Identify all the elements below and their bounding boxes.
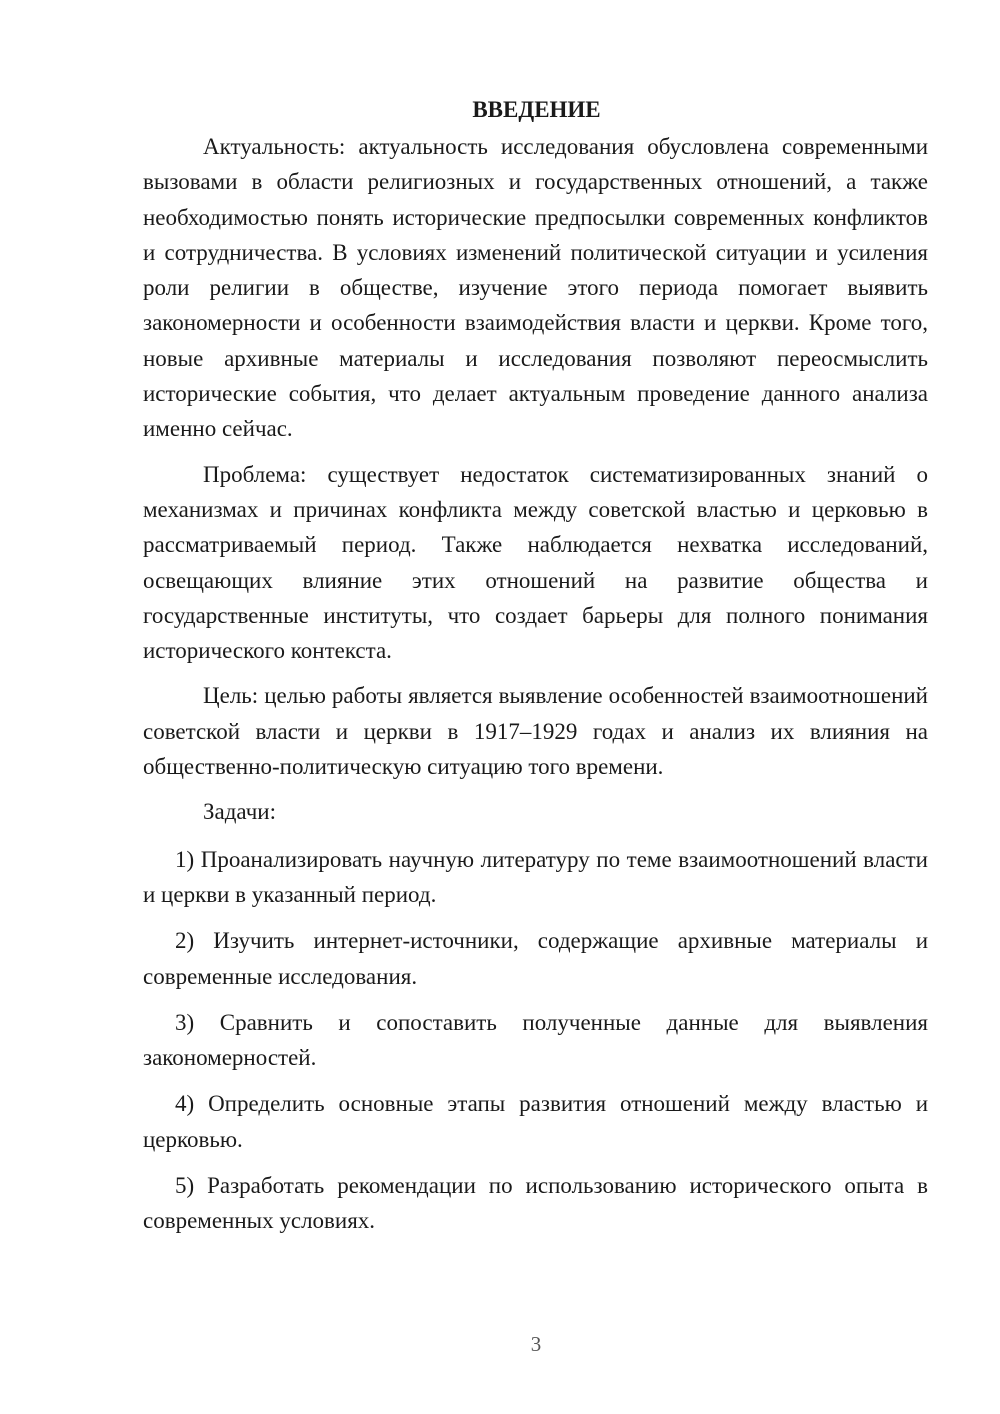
task-item-4: 4) Определить основные этапы развития отношений между властью и церковью. <box>143 1091 928 1152</box>
section-title: ВВЕДЕНИЕ <box>472 97 601 122</box>
paragraph-relevance: Актуальность: актуальность исследования обусловлена современными вызовами в области религиозных и государственных отношений, а также необходимостью понять исторические предпосылки современных конфликтов и сотрудничества. В условиях изменений политической ситуации и усиления роли религии в обществе, изучение этого периода помогает выявить закономерности и особенности взаимодействия власти и церкви. Кроме того, новые архивные материалы и исследования позволяют переосмыслить исторические события, что делает актуальным проведение данного анализа именно сейчас. <box>143 134 928 442</box>
task-item-3: 3) Сравнить и сопоставить полученные данные для выявления закономерностей. <box>143 1009 928 1071</box>
tasks-heading: Задачи: <box>203 799 276 825</box>
paragraph-goal: Цель: целью работы является выявление особенностей взаимоотношений советской власти и церкви в 1917–1929 годах и анализ их влияния на общественно-политическую ситуацию того времени. <box>143 683 928 780</box>
task-item-1: 1) Проанализировать научную литературу по теме взаимоотношений власти и церкви в указанный период. <box>143 846 928 907</box>
page-content <box>143 92 928 1250</box>
task-item-2: 2) Изучить интернет-источники, содержащие архивные материалы и современные исследования. <box>143 928 928 989</box>
paragraph-problem: Проблема: существует недостаток систематизированных знаний о механизмах и причинах конфликта между советской властью и церковью в рассматриваемый период. Также наблюдается нехватка исследований, освещающих влияние этих отношений на развитие общества и государственные институты, что создает барьеры для полного понимания исторического контекста. <box>143 461 928 664</box>
task-item-5: 5) Разработать рекомендации по использованию исторического опыта в современных условиях. <box>143 1173 928 1234</box>
page-number: 3 <box>530 1332 542 1356</box>
